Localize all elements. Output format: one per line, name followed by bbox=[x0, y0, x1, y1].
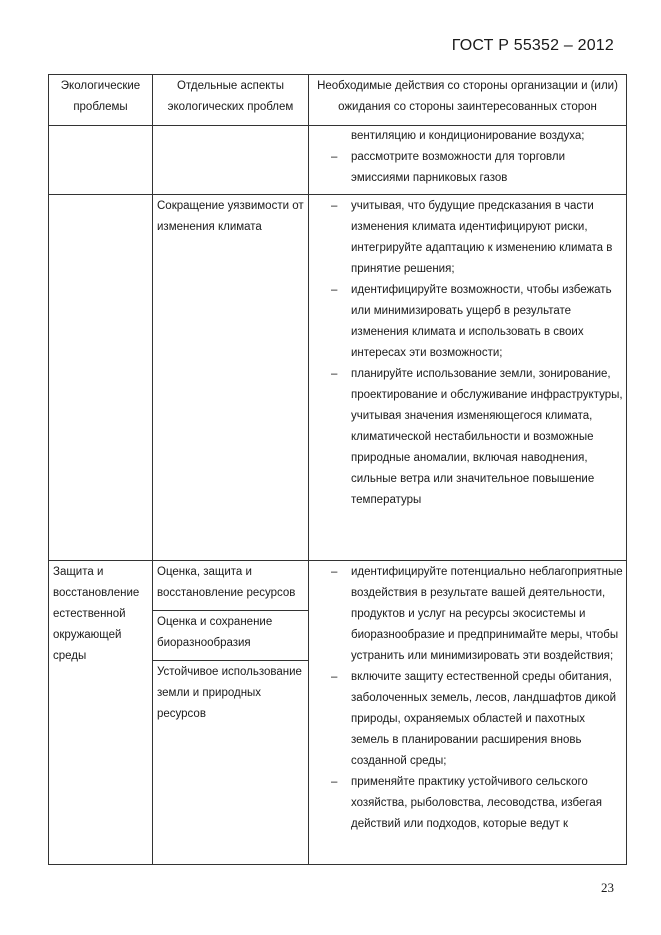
document-header: ГОСТ Р 55352 – 2012 bbox=[451, 37, 614, 54]
list-item: – рассмотрите возможности для торговли эмиссиями парниковых газов bbox=[331, 151, 566, 184]
aspect-text: Сокращение уязвимости от изменения климата bbox=[157, 200, 304, 233]
table-header-row bbox=[49, 75, 627, 126]
actions-cell bbox=[309, 126, 627, 195]
list-item: – планируйте использование земли, зонирование, проектирование и обслуживание инфраструктуры, учитывая значения изменяющегося климата, климатической нестабильности и возможные природные аномалии, включая наводнения, сильные ветра или значительное повышение температуры bbox=[331, 368, 623, 506]
list-item: – включите защиту естественной среды обитания, заболоченных земель, лесов, ландшафтов дикой природы, охраняемых областей и пахотных земель в планировании расширения вновь созданной среды; bbox=[331, 671, 617, 767]
table-row bbox=[49, 126, 627, 195]
problem-text: Защита и восстановление естественной окружающей среды bbox=[53, 566, 140, 662]
column-header-problems: Экологические проблемы bbox=[49, 75, 153, 126]
table-row bbox=[49, 195, 627, 561]
problem-cell bbox=[49, 195, 153, 561]
problem-cell bbox=[49, 561, 153, 865]
environmental-issues-table bbox=[48, 74, 627, 865]
list-item: – идентифицируйте возможности, чтобы избежать или минимизировать ущерб в результате изменения климата и использовать в своих интересах эти возможности; bbox=[331, 284, 612, 359]
page-number: 23 bbox=[601, 880, 614, 895]
table-row bbox=[49, 561, 627, 865]
aspect-cell bbox=[153, 195, 309, 561]
aspect-cell bbox=[153, 561, 309, 865]
actions-cell bbox=[309, 561, 627, 865]
aspect-cell bbox=[153, 126, 309, 195]
aspect-subcell: Оценка и сохранение биоразнообразия bbox=[153, 611, 308, 661]
column-header-actions: Необходимые действия со стороны организации и (или) ожидания со стороны заинтересованных сторон bbox=[309, 75, 627, 126]
aspect-subcell: Оценка, защита и восстановление ресурсов bbox=[153, 561, 308, 611]
list-item: – применяйте практику устойчивого сельского хозяйства, рыболовства, лесоводства, избегая действий или подходов, которые ведут к bbox=[331, 776, 602, 830]
list-item: – учитывая, что будущие предсказания в части изменения климата идентифицируют риски, интегрируйте адаптацию к изменению климата в принятие решения; bbox=[331, 200, 613, 275]
problem-cell bbox=[49, 126, 153, 195]
list-item-continuation: вентиляцию и кондиционирование воздуха; bbox=[351, 130, 585, 142]
column-header-aspects: Отдельные аспекты экологических проблем bbox=[153, 75, 309, 126]
list-item: – идентифицируйте потенциально неблагоприятные воздействия в результате вашей деятельности, продуктов и услуг на ресурсы экосистемы и биоразнообразие и предпринимайте меры, чтобы устранить или минимизировать эти воздействия; bbox=[331, 566, 623, 662]
actions-cell bbox=[309, 195, 627, 561]
aspect-subcell: Устойчивое использование земли и природных ресурсов bbox=[157, 666, 302, 720]
